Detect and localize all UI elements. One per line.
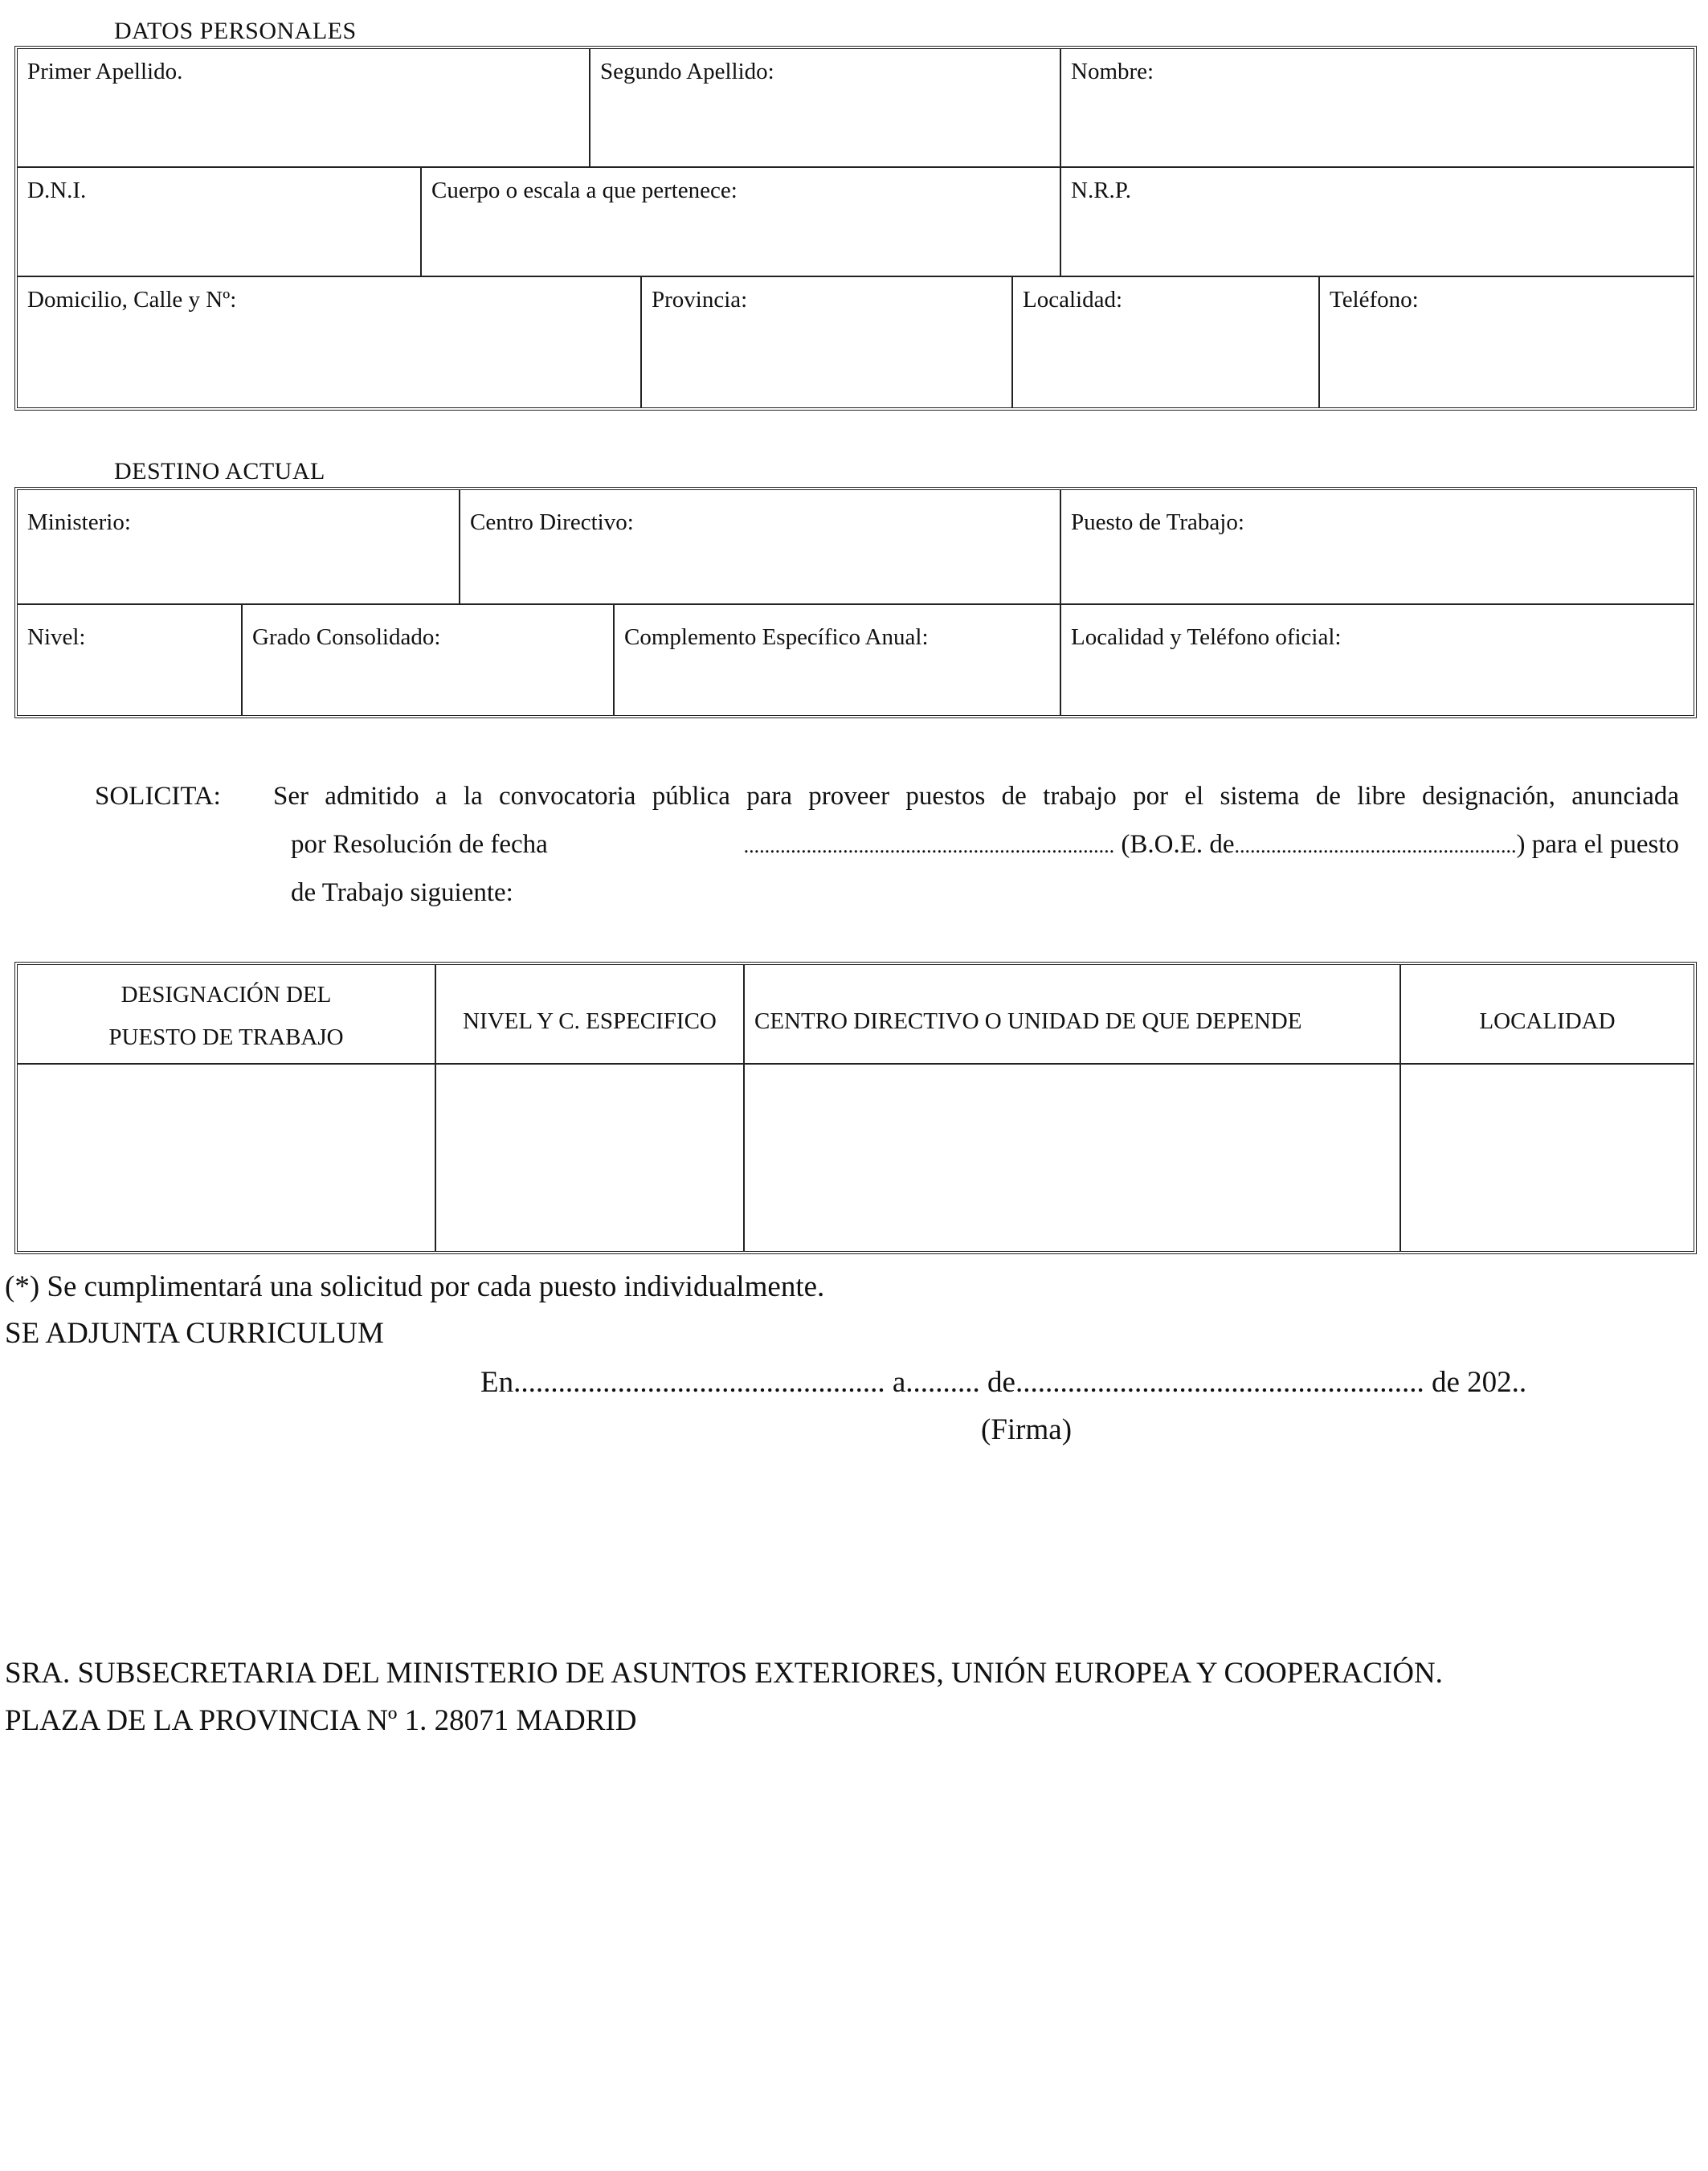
boe-label: (B.O.E. de (1121, 830, 1235, 859)
dni-label: D.N.I. (27, 178, 87, 203)
boe-fecha-dots[interactable]: ...................................................... (1234, 834, 1517, 857)
segundo-apellido-label: Segundo Apellido: (600, 59, 774, 84)
ministerio-label: Ministerio: (27, 509, 131, 535)
primer-apellido-field[interactable] (18, 49, 589, 166)
complemento-especifico-field[interactable] (615, 615, 1060, 715)
resolucion-fecha-field[interactable] (744, 830, 1679, 860)
ministerio-field[interactable] (18, 500, 459, 603)
solicita-line-3: de Trabajo siguiente: (291, 878, 513, 907)
cuerpo-escala-field[interactable] (422, 168, 1060, 276)
resolucion-fecha-dots: ....................................................................... (743, 834, 1115, 857)
column-header-designacion (18, 968, 435, 1060)
nrp-field[interactable] (1061, 168, 1694, 276)
column-header-designacion-line1: DESIGNACIÓN DEL (121, 982, 332, 1008)
addressee-text: SRA. SUBSECRETARIA DEL MINISTERIO DE ASUNTOS EXTERIORES, UNIÓN EUROPEA Y COOPERACIÓN. (5, 1657, 1443, 1690)
section-title-datos-personales: DATOS PERSONALES (114, 18, 357, 44)
puesto-trabajo-label: Puesto de Trabajo: (1071, 509, 1244, 535)
designacion-input-cell[interactable] (18, 1065, 435, 1251)
cuerpo-escala-label: Cuerpo o escala a que pertenece: (431, 178, 738, 203)
nivel-input-cell[interactable] (436, 1065, 743, 1251)
telefono-label: Teléfono: (1330, 287, 1419, 313)
solicita-label: SOLICITA: (95, 782, 221, 811)
dni-field[interactable] (18, 168, 420, 276)
solicita-line-1-text: Ser admitido a la convocatoria pública para proveer puestos de trabajo por el sistema de libre designación, anunciada (273, 782, 1679, 811)
resolucion-label: por Resolución de fecha (291, 830, 548, 859)
para-el-puesto-text: ) para el puesto (1516, 830, 1679, 859)
segundo-apellido-field[interactable] (590, 49, 1060, 166)
telefono-field[interactable] (1320, 277, 1694, 407)
provincia-field[interactable] (642, 277, 1011, 407)
curriculum-text: SE ADJUNTA CURRICULUM (5, 1317, 384, 1350)
solicita-line-2 (291, 830, 1679, 860)
centro-directivo-field[interactable] (460, 500, 1060, 603)
domicilio-field[interactable] (18, 277, 640, 407)
address-text: PLAZA DE LA PROVINCIA Nº 1. 28071 MADRID (5, 1704, 637, 1737)
firma-label: (Firma) (981, 1413, 1073, 1446)
section-title-destino-actual: DESTINO ACTUAL (114, 458, 325, 484)
primer-apellido-label: Primer Apellido. (27, 59, 183, 84)
divider (18, 603, 1694, 605)
nivel-label: Nivel: (27, 624, 86, 650)
localidad-telefono-oficial-field[interactable] (1061, 615, 1694, 715)
place-date-line[interactable]: En.................................................. a.......... de....................................................... de 202.. (480, 1366, 1527, 1399)
domicilio-label: Domicilio, Calle y Nº: (27, 287, 237, 313)
nivel-field[interactable] (18, 615, 241, 715)
localidad-telefono-oficial-label: Localidad y Teléfono oficial: (1071, 624, 1342, 650)
column-header-localidad: LOCALIDAD (1479, 1008, 1616, 1034)
centro-directivo-input-cell[interactable] (745, 1065, 1399, 1251)
nombre-label: Nombre: (1071, 59, 1154, 84)
grado-consolidado-label: Grado Consolidado: (252, 624, 441, 650)
localidad-label: Localidad: (1023, 287, 1123, 313)
localidad-input-cell[interactable] (1401, 1065, 1694, 1251)
nrp-label: N.R.P. (1071, 178, 1131, 203)
complemento-especifico-label: Complemento Específico Anual: (624, 624, 929, 650)
grado-consolidado-field[interactable] (243, 615, 613, 715)
puesto-trabajo-field[interactable] (1061, 500, 1694, 603)
column-header-centro-directivo: CENTRO DIRECTIVO O UNIDAD DE QUE DEPENDE (754, 1008, 1302, 1034)
centro-directivo-label: Centro Directivo: (470, 509, 634, 535)
solicita-line-1 (273, 782, 1679, 812)
provincia-label: Provincia: (652, 287, 748, 313)
nombre-field[interactable] (1061, 49, 1694, 166)
localidad-field[interactable] (1013, 277, 1318, 407)
column-header-designacion-line2: PUESTO DE TRABAJO (108, 1024, 344, 1050)
column-header-nivel: NIVEL Y C. ESPECIFICO (463, 1008, 717, 1034)
note-text: (*) Se cumplimentará una solicitud por cada puesto individualmente. (5, 1270, 825, 1303)
